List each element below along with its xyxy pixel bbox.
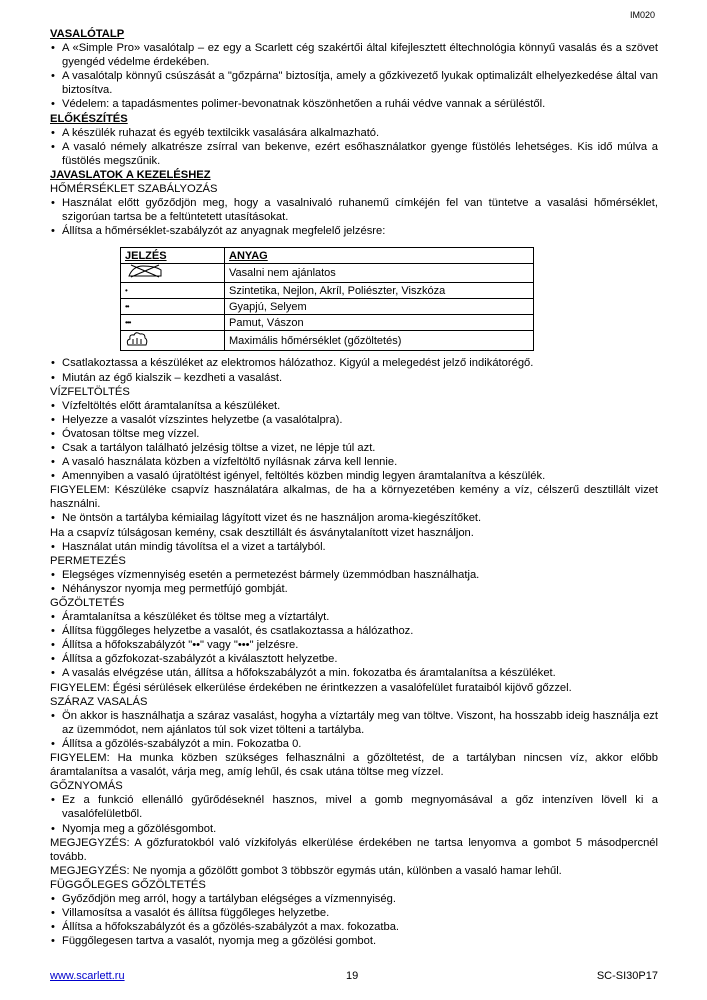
warning-paragraph: FIGYELEM: Készüléke csapvíz használatára alkalmas, de ha a környezetében kemény a víz, célszerű desztillált vizet használni.: [50, 484, 658, 511]
section-title: ELŐKÉSZÍTÉS: [50, 112, 128, 125]
subsection-title: GŐZNYOMÁS: [50, 780, 123, 793]
temperature-symbol-table: [120, 247, 534, 351]
bullet-item: • Amennyiben a vasaló újratöltést igényel, feltöltés közben mindig legyen áramtalanítva a készülék.: [50, 469, 658, 483]
note-paragraph: MEGJEGYZÉS: Ne nyomja a gőzölőtt gombot 3 többször egymás után, különben a vasaló hamar lehűl.: [50, 864, 562, 877]
website-link[interactable]: www.scarlett.ru: [50, 970, 125, 982]
table-header-row: [121, 248, 534, 264]
bullet-item: • Csatlakoztassa a készüléket az elektromos hálózathoz. Kigyúl a melegedést jelző indikátorégő.: [50, 356, 658, 370]
bullet-item: • Védelem: a tapadásmentes polimer-bevonatnak köszönhetően a ruhái védve vannak a sérüléstől.: [50, 97, 658, 111]
bullet-item: • Helyezze a vasalót vízszintes helyzetbe (a vasalótalpra).: [50, 413, 658, 427]
subsection-title: PERMETEZÉS: [50, 554, 126, 567]
subsection-title: SZÁRAZ VASALÁS: [50, 695, 148, 708]
bullet-item: • Villamosítsa a vasalót és állítsa függőleges helyzetbe.: [50, 906, 658, 920]
bullet-item: • Néhányszor nyomja meg permetfújó gombját.: [50, 582, 658, 596]
section-title: JAVASLATOK A KEZELÉSHEZ: [50, 168, 211, 181]
bullet-item: • Áramtalanítsa a készüléket és töltse meg a víztartályt.: [50, 610, 658, 624]
table-cell: Maximális hőmérséklet (gőzöltetés): [225, 331, 534, 351]
bullet-item: • Ne öntsön a tartályba kémiailag lágyított vizet és ne használjon aroma-kiegészítőket.: [50, 511, 658, 525]
bullet-item: • A vasalótalp könnyű csúszását a "gőzpárna" biztosítja, amely a gőzkivezető lyukak optimalizált elhelyezkedése által van biztosítva.: [50, 69, 658, 97]
bullet-item: • Állítsa függőleges helyzetbe a vasalót, és csatlakoztassa a hálózathoz.: [50, 624, 658, 638]
no-iron-icon: [121, 264, 225, 283]
bullet-item: • Vízfeltöltés előtt áramtalanítsa a készüléket.: [50, 399, 658, 413]
subsection-title: FÜGGŐLEGES GŐZÖLTETÉS: [50, 878, 206, 891]
bullet-item: • Miután az égő kialszik – kezdheti a vasalást.: [50, 371, 658, 385]
bullet-item: • A vasaló némely alkatrésze zsírral van bekenve, ezért esőhasználatkor gyenge füstölés lehetséges. Kis idő múlva a füstölés megszűnik.: [50, 140, 658, 168]
bullet-item: • A «Simple Pro» vasalótalp – ez egy a Scarlett cég szakértői által kifejlesztett éltechnológia könnyű vasalás és a szövet gyengéd védelme érdekében.: [50, 41, 658, 69]
subsection-title: HŐMÉRSÉKLET SZABÁLYOZÁS: [50, 183, 218, 196]
bullet-item: • A vasalás elvégzése után, állítsa a hőfokszabályzót a min. fokozatba és áramtalanítsa a készüléket.: [50, 666, 658, 680]
table-header-cell: JELZÉS: [121, 248, 225, 264]
table-cell: Vasalni nem ajánlatos: [225, 264, 534, 283]
bullet-item: • Csak a tartályon található jelzésig töltse a vizet, ne lépje túl azt.: [50, 441, 658, 455]
note-paragraph: MEGJEGYZÉS: A gőzfuratokból való vízkifolyás elkerülése érdekében ne tartsa lenyomva a gombot 5 másodpercnél tovább.: [50, 836, 658, 863]
table-row: [121, 264, 534, 283]
table-cell: •: [121, 283, 225, 299]
bullet-item: • Használat után mindig távolítsa el a vizet a tartályból.: [50, 540, 658, 554]
subsection-title: VÍZFELTÖLTÉS: [50, 385, 130, 398]
document-code: IM020: [629, 10, 655, 20]
bullet-item: • Állítsa a hőmérséklet-szabályzót az anyagnak megfelelő jelzésre:: [50, 224, 658, 238]
warning-paragraph: FIGYELEM: Égési sérülések elkerülése érdekében ne érintkezzen a vasalófelület furataiból kijövő gőzzel.: [50, 681, 572, 694]
bullet-item: • Állítsa a hőfokszabályzót "••" vagy "•••" jelzésre.: [50, 638, 658, 652]
section-title: VASALÓTALP: [50, 28, 125, 40]
table-cell: Gyapjú, Selyem: [225, 299, 534, 315]
bullet-item: • Állítsa a gőzfokozat-szabályzót a kiválasztott helyzetbe.: [50, 652, 658, 666]
table-header-cell: ANYAG: [225, 248, 534, 264]
bullet-item: • Óvatosan töltse meg vízzel.: [50, 427, 658, 441]
bullet-item: • A készülék ruhazat és egyéb textilcikk vasalására alkalmazható.: [50, 126, 658, 140]
bullet-item: • A vasaló használata közben a vízfeltöltő nyílásnak zárva kell lennie.: [50, 455, 658, 469]
subsection-title: GŐZÖLTETÉS: [50, 597, 125, 609]
warning-paragraph: FIGYELEM: Ha munka közben szükséges felhasználni a gőzöltetést, de a tartályban nincsen víz, akkor előbb áramtalanítsa a vasalót, várja meg, amíg lehűl, és csak utána töltse meg vízzel.: [50, 752, 658, 779]
table-cell: Pamut, Vászon: [225, 315, 534, 331]
page-number: 19: [346, 970, 359, 982]
bullet-item: • Nyomja meg a gőzölésgombot.: [50, 822, 658, 836]
paragraph: Ha a csapvíz túlságosan kemény, csak desztillált és ásványtalanított vizet használjon.: [50, 526, 474, 539]
bullet-item: • Függőlegesen tartva a vasalót, nyomja meg a gőzölési gombot.: [50, 934, 658, 948]
document-body: [50, 27, 658, 948]
table-cell: ••: [121, 299, 225, 315]
bullet-item: • Állítsa a gőzölés-szabályzót a min. Fokozatba 0.: [50, 737, 658, 751]
table-cell: •••: [121, 315, 225, 331]
bullet-item: • Győződjön meg arról, hogy a tartályban elégséges a vízmennyiség.: [50, 892, 658, 906]
table-row: [121, 315, 534, 331]
model-number: SC-SI30P17: [596, 970, 658, 982]
table-row: [121, 283, 534, 299]
table-row: [121, 331, 534, 351]
steam-icon: [121, 331, 225, 351]
bullet-item: • Elegséges vízmennyiség esetén a permetezést bármely üzemmódban használhatja.: [50, 568, 658, 582]
table-cell: Szintetika, Nejlon, Akríl, Poliészter, Viszkóza: [225, 283, 534, 299]
table-row: [121, 299, 534, 315]
bullet-item: • Állítsa a hőfokszabályzót és a gőzölés-szabályzót a max. fokozatba.: [50, 920, 658, 934]
bullet-item: • Ez a funkció ellenálló gyűrődéseknél hasznos, mivel a gomb megnyomásával a gőz intenzíven lövell ki a vasalófelületből.: [50, 793, 658, 821]
bullet-item: • Ön akkor is használhatja a száraz vasalást, hogyha a víztartály meg van töltve. Viszont, ha hosszabb ideig használja ezt az üzemmódot, nem ajánlatos túl sok vizet tölteni a tartályba.: [50, 709, 658, 737]
bullet-item: • Használat előtt győződjön meg, hogy a vasalnivaló ruhanemű címkéjén fel van tüntetve a vasalási hőmérséklet, szigorúan tartsa be a feltüntetett utasításokat.: [50, 196, 658, 224]
